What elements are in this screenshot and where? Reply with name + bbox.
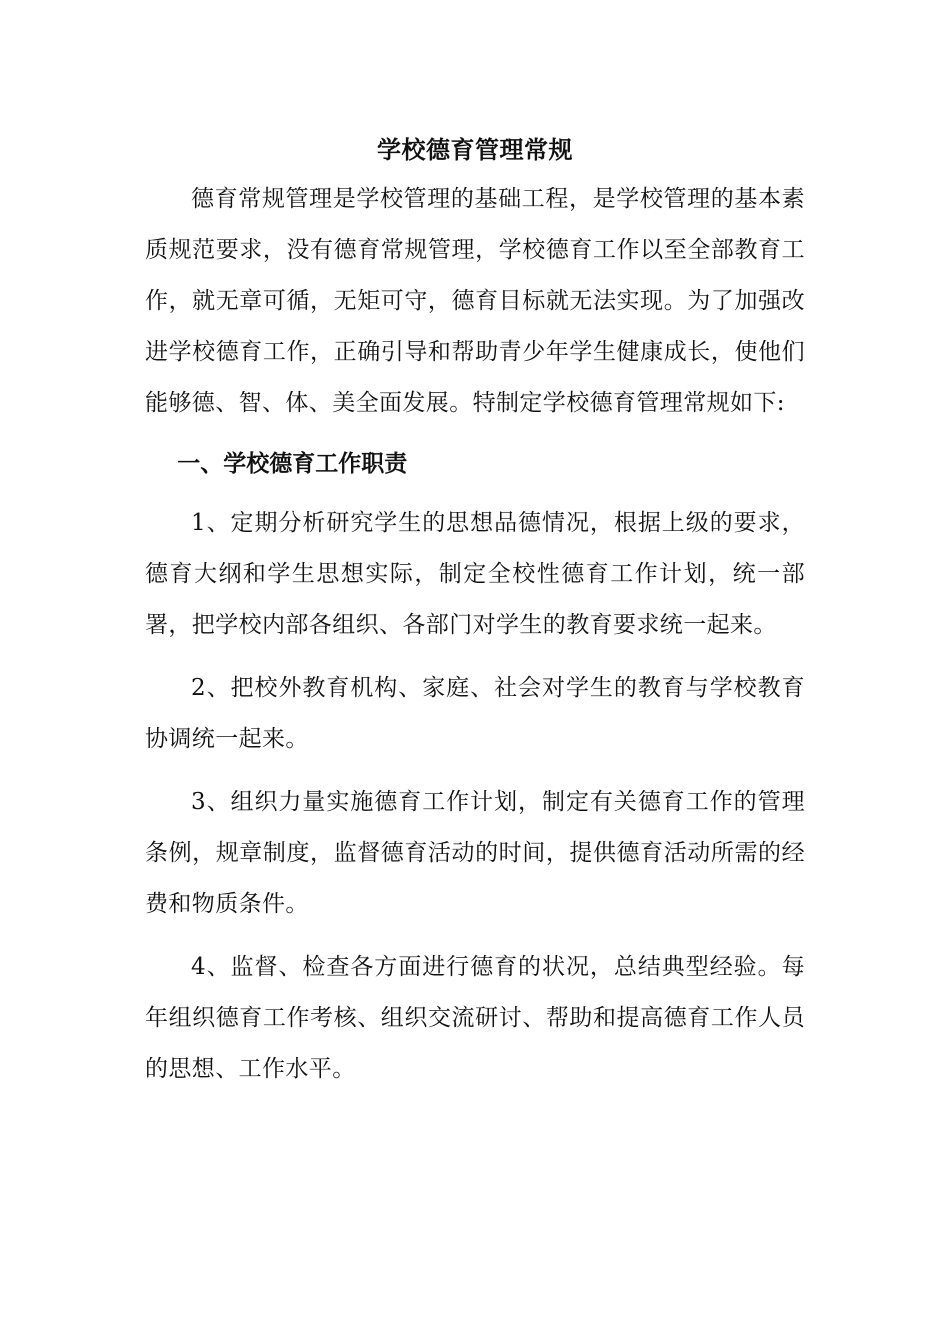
duty-item-2: 2、把校外教育机构、家庭、社会对学生的教育与学校教育协调统一起来。 [145, 675, 805, 752]
duty-item-4: 4、监督、检查各方面进行德育的状况，总结典型经验。每年组织德育工作考核、组织交流研讨、帮助和提高德育工作人员的思想、工作水平。 [145, 954, 805, 1082]
duty-item-1: 1、定期分析研究学生的思想品德情况，根据上级的要求，德育大纲和学生思想实际，制定全校性德育工作计划，统一部署，把学校内部各组织、各部门对学生的教育要求统一起来。 [145, 510, 805, 638]
document-title: 学校德育管理常规 [377, 136, 573, 164]
intro-paragraph: 德育常规管理是学校管理的基础工程，是学校管理的基本素质规范要求，没有德育常规管理，学校德育工作以至全部教育工作，就无章可循，无矩可守，德育目标就无法实现。为了加强改进学校德育工作，正确引导和帮助青少年学生健康成长，使他们能够德、智、体、美全面发展。特制定学校德育管理常规如下: [145, 186, 805, 416]
duty-item-3: 3、组织力量实施德育工作计划，制定有关德育工作的管理条例，规章制度，监督德育活动的时间，提供德育活动所需的经费和物质条件。 [145, 789, 805, 917]
section-heading: 一、学校德育工作职责 [177, 451, 408, 477]
document-page [145, 130, 805, 1107]
